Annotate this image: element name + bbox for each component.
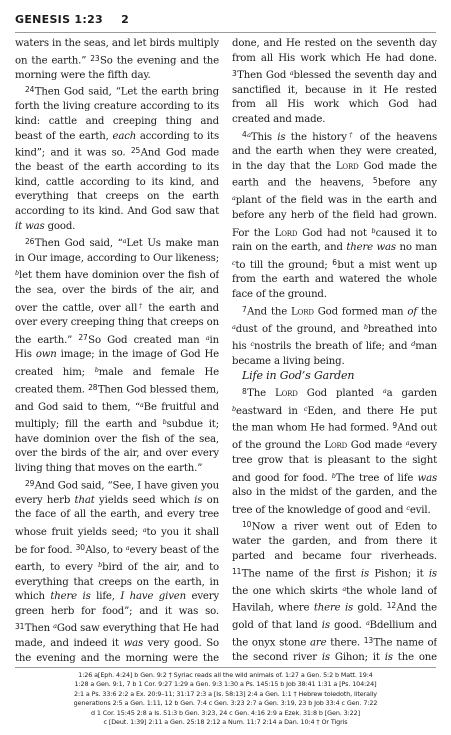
footnotes bbox=[15, 671, 436, 729]
footnote-line-5: d 1 Cor. 15:45 2:8 a Is. 51:3 b Gen. 3:23, 24 c Gen. 4:16 2:9 a Ezek. 31:8 b [Gen. 3:22] bbox=[91, 708, 360, 717]
left-paragraph-1: waters in the seas, and let birds multiply on the earth.” $^{23}$So the evening and the morning were the fifth day. bbox=[15, 38, 219, 81]
left-paragraph-4: $^{29}$And God said, “See, I have given you every herb that yields seed which is on the face of all the earth, and every tree whose fruit yields seed; $^a$to you it shall be for food. $^{30}$Also, to $^a$every beast of the earth, to every $^b$bird of the air, and to everything that creeps on the earth, in which there is life, I have given every green herb for food”; and it was so. $^{31}$Then $^a$God saw everything that He had made, and indeed it was very good. So the evening and the morning were the bbox=[15, 478, 219, 663]
left-paragraph-3: $^{26}$Then God said, “$^a$Let Us make man in Our image, according to Our likeness; $^b$let them have dominion over the fish of the sea, over the birds of the air, and over the cattle, over all† the earth and over every creeping thing that creeps on the earth.” $^{27}$So God created man $^a$in His own image; in the image of God He created him; $^b$male and female He created them. $^{28}$Then God blessed them, and God said to them, “$^a$Be fruitful and multiply; fill the earth and $^b$subdue it; have dominion over the fish of the sea, over the birds of the air, and over every living thing that moves on the earth.” bbox=[15, 236, 219, 475]
section-heading: Life in God’s Garden bbox=[242, 369, 355, 383]
left-column bbox=[15, 37, 219, 663]
book-reference: GENESIS 1:23 bbox=[15, 13, 103, 26]
left-column-text bbox=[15, 37, 219, 663]
right-paragraph-2: $^{4a}$This is the history† of the heavens and the earth when they were created, in the day that the Lord God made the earth and the heavens, $^5$before any $^a$plant of the field was in the earth and before any herb of the field had grown. For the Lord God had not $^b$caused it to rain on the earth, and there was no man $^c$to till the ground; $^6$but a mist went up from the earth and watered the whole face of the ground. bbox=[232, 130, 437, 300]
right-paragraph-3: $^7$And the Lord God formed man of the $^a$dust of the ground, and $^b$breathed into his $^c$nostrils the breath of life; and $^d$man became a living being. bbox=[232, 304, 437, 367]
left-paragraph-2: $^{24}$Then God said, “Let the earth bring forth the living creature according to its kind: cattle and creeping thing and beast of the earth, each according to its kind”; and it was so. $^{25}$And God made the beast of the earth according to its kind, cattle according to its kind, and everything that creeps on the earth according to its kind. And God saw that it was good. bbox=[15, 85, 219, 232]
right-after-paragraph-2: $^{10}$Now a river went out of Eden to water the garden, and from there it parted and became four riverheads. $^{11}$The name of the first is Pishon; it is the one which skirts $^a$the whole land of Havilah, where there is gold. $^{12}$And the gold of that land is good. $^a$Bdellium and the onyx stone are there. $^{13}$The name of the second river is Gihon; it is the one bbox=[232, 520, 437, 663]
right-column bbox=[232, 37, 437, 663]
header-rule bbox=[15, 32, 436, 33]
running-header bbox=[15, 13, 437, 29]
page-number: 2 bbox=[121, 13, 130, 26]
footnote-line-6: c [Deut. 1:39] 2:11 a Gen. 25:18 2:12 a Num. 11:7 2:14 a Dan. 10:4 † Or Tigris bbox=[103, 718, 348, 727]
right-paragraph-1: done, and He rested on the seventh day from all His work which He had done. $^3$Then God $^a$blessed the seventh day and sanctified it, because in it He rested from all His work which God had created and made. bbox=[232, 38, 437, 125]
footnote-line-4: generations 2:5 a Gen. 1:11, 12 b Gen. 7:4 c Gen. 3:23 2:7 a Gen. 3:19, 23 b Job 33:4 c Gen. 7:22 bbox=[73, 699, 378, 708]
right-after-paragraph-1: $^8$The Lord God planted $^a$a garden $^b$eastward in $^c$Eden, and there He put the man whom He had formed. $^9$And out of the ground the Lord God made $^a$every tree grow that is pleasant to the sight and good for food. $^b$The tree of life was also in the midst of the garden, and the tree of the knowledge of good and $^c$evil. bbox=[232, 386, 437, 516]
footnote-line-1: 1:26 a[Eph. 4:24] b Gen. 9:2 † Syriac reads all the wild animals of. 1:27 a Gen. 5:2 b Matt. 19:4 bbox=[78, 671, 373, 679]
footnote-line-2: 1:28 a Gen. 9:1, 7 b 1 Cor. 9:27 1:29 a Gen. 9:3 1:30 a Ps. 145:15 b Job 38:41 1:31 a [Ps. 104:24] bbox=[74, 680, 377, 689]
right-column-text bbox=[232, 37, 437, 369]
footnote-line-3: 2:1 a Ps. 33:6 2:2 a Ex. 20:9–11; 31:17 2:3 a [Is. 58:13] 2:4 a Gen. 1:1 † Hebrew toledoth, literally bbox=[74, 689, 377, 698]
footnote-rule bbox=[15, 667, 436, 668]
right-column-text-after bbox=[232, 384, 437, 663]
